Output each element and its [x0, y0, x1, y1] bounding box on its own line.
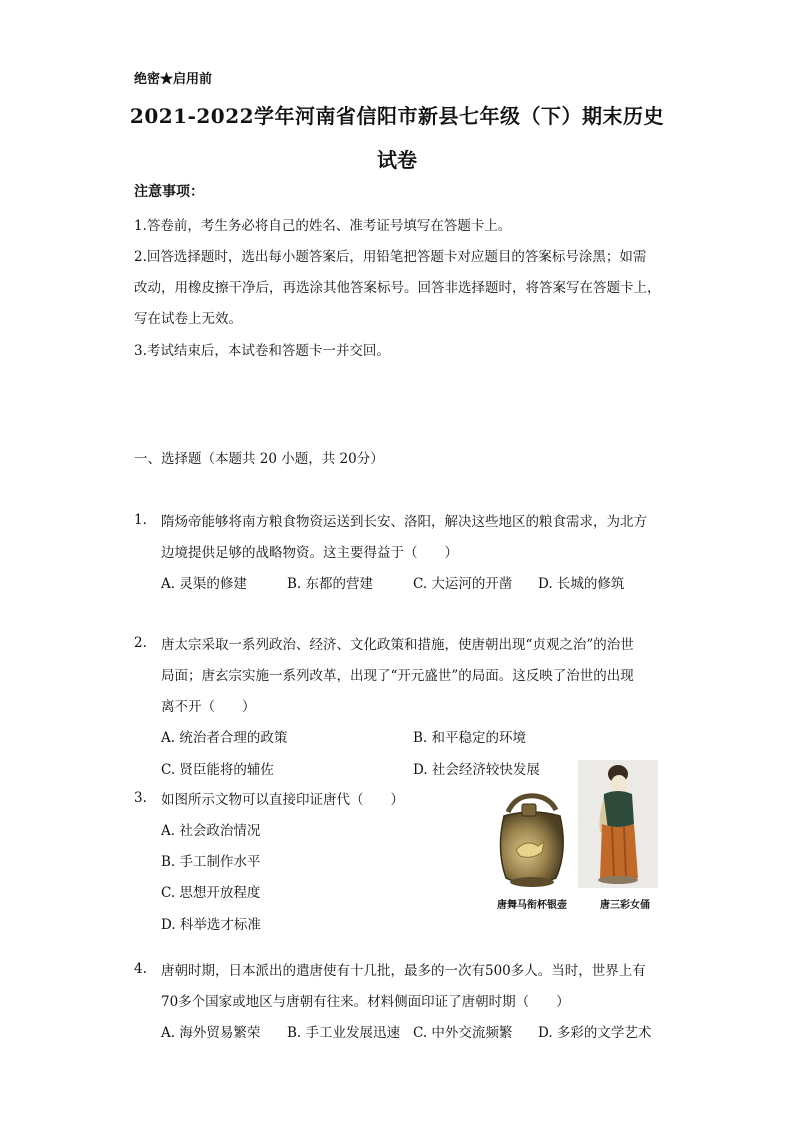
silver-pot-photo	[486, 790, 578, 892]
question-4-option-d[interactable]: D. 多彩的文学艺术	[538, 1025, 652, 1041]
question-1-option-a[interactable]: A. 灵渠的修建	[161, 576, 247, 592]
question-4-stem-line-2: 70多个国家或地区与唐朝有往来。材料侧面印证了唐朝时期（ ）	[161, 994, 570, 1010]
question-3-option-a[interactable]: A. 社会政治情况	[161, 823, 261, 839]
question-3-option-d[interactable]: D. 科举选才标准	[161, 917, 261, 933]
question-3-stem: 如图所示文物可以直接印证唐代（ ）	[161, 792, 404, 808]
question-2-option-c[interactable]: C. 贤臣能将的辅佐	[161, 762, 274, 778]
question-2-stem-line-1: 唐太宗采取一系列政治、经济、文化政策和措施，使唐朝出现“贞观之治”的治世	[161, 637, 634, 653]
question-1-number: 1.	[134, 512, 147, 528]
question-1-option-d[interactable]: D. 长城的修筑	[538, 576, 625, 592]
question-4-option-c[interactable]: C. 中外交流频繁	[413, 1025, 513, 1041]
question-3-option-c[interactable]: C. 思想开放程度	[161, 885, 261, 901]
exam-title-line1: 2021-2022学年河南省信阳市新县七年级（下）期末历史	[129, 104, 665, 128]
exam-title-line2: 试卷	[377, 148, 417, 172]
notice-item-1: 1.答卷前，考生务必将自己的姓名、准考证号填写在答题卡上。	[134, 218, 512, 234]
question-4-option-b[interactable]: B. 手工业发展迅速	[287, 1025, 401, 1041]
question-2-option-d[interactable]: D. 社会经济较快发展	[413, 762, 540, 778]
question-4-option-a[interactable]: A. 海外贸易繁荣	[161, 1025, 261, 1041]
question-2-stem-line-2: 局面；唐玄宗实施一系列改革，出现了“开元盛世”的局面。这反映了治世的出现	[161, 668, 634, 684]
question-3-option-b[interactable]: B. 手工制作水平	[161, 854, 261, 870]
question-2-number: 2.	[134, 635, 147, 651]
silver-pot-caption: 唐舞马衔杯银壶	[497, 900, 567, 911]
question-1-stem-line-2: 边境提供足够的战略物资。这主要得益于（ ）	[161, 545, 458, 561]
notice-item-2-line-1: 2.回答选择题时，选出每小题答案后，用铅笔把答题卡对应题目的答案标号涂黑；如需	[134, 249, 647, 265]
figurine-caption: 唐三彩女俑	[600, 900, 650, 911]
section-title: 一、选择题（本题共 20 小题，共 20分）	[134, 451, 384, 467]
notice-item-2-line-3: 写在试卷上无效。	[134, 311, 242, 327]
question-4-number: 4.	[134, 961, 147, 977]
notice-item-3: 3.考试结束后，本试卷和答题卡一并交回。	[134, 343, 390, 359]
question-2-option-b[interactable]: B. 和平稳定的环境	[413, 730, 527, 746]
question-1-option-b[interactable]: B. 东都的营建	[287, 576, 374, 592]
question-4-stem-line-1: 唐朝时期，日本派出的遣唐使有十几批，最多的一次有500多人。当时，世界上有	[161, 963, 646, 979]
question-1-stem-line-1: 隋炀帝能够将南方粮食物资运送到长安、洛阳，解决这些地区的粮食需求，为北方	[161, 514, 647, 530]
notice-heading: 注意事项：	[134, 184, 204, 200]
question-2-option-a[interactable]: A. 统治者合理的政策	[161, 730, 288, 746]
question-1-option-c[interactable]: C. 大运河的开凿	[413, 576, 513, 592]
question-2-stem-line-3: 离不开（ ）	[161, 699, 256, 715]
notice-item-2-line-2: 改动，用橡皮擦干净后，再选涂其他答案标号。回答非选择题时，将答案写在答题卡上，	[134, 280, 661, 296]
sancai-figurine-photo	[578, 760, 658, 888]
question-3-number: 3.	[134, 790, 147, 806]
confidential-mark: 绝密★启用前	[134, 72, 213, 87]
